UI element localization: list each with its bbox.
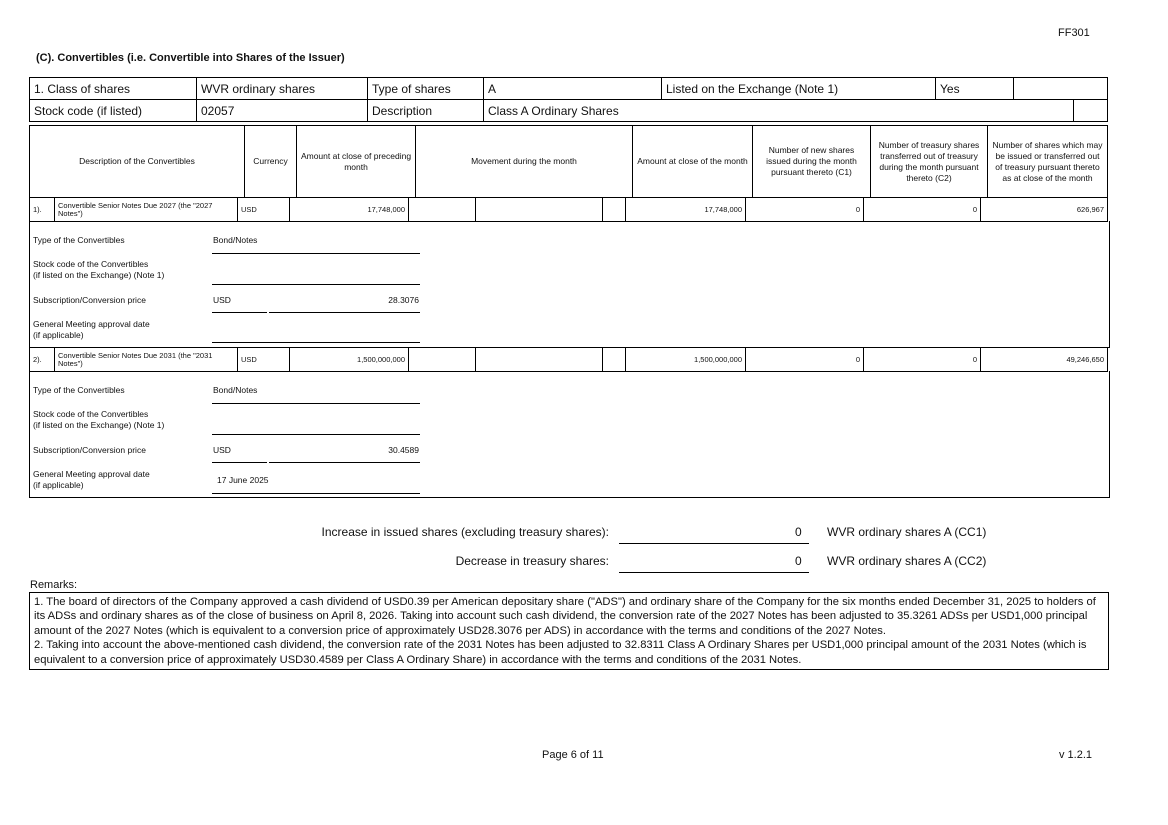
gm-label-2: (if applicable) bbox=[33, 330, 84, 340]
decrease-value: 0 bbox=[795, 554, 802, 568]
listed-label: Listed on the Exchange (Note 1) bbox=[662, 78, 936, 100]
convertible-details-2 bbox=[29, 371, 1110, 498]
version: v 1.2.1 bbox=[1059, 749, 1093, 761]
col-description: Description of the Convertibles bbox=[30, 126, 245, 198]
movement-cell-c bbox=[603, 348, 626, 372]
price-value: 28.3076 bbox=[388, 295, 419, 305]
increase-label: Increase in issued shares (excluding treasury shares): bbox=[321, 525, 609, 539]
col-currency: Currency bbox=[245, 126, 297, 198]
decrease-label: Decrease in treasury shares: bbox=[455, 554, 609, 568]
stock-code-value: 02057 bbox=[197, 100, 368, 122]
description-blank bbox=[1014, 100, 1108, 122]
stock-code-label-2: (if listed on the Exchange) (Note 1) bbox=[33, 270, 165, 280]
price-currency: USD bbox=[213, 445, 231, 455]
price-value: 30.4589 bbox=[388, 445, 419, 455]
listed-blank bbox=[1014, 78, 1108, 100]
shares-issuable-cell: 626,967 bbox=[981, 198, 1108, 222]
amount-close-cell: 1,500,000,000 bbox=[626, 348, 746, 372]
type-underline bbox=[212, 253, 420, 254]
stock-code-label-1: Stock code of the Convertibles bbox=[33, 259, 149, 269]
convertible-name: Convertible Senior Notes Due 2031 (the "2031 Notes") bbox=[55, 348, 238, 372]
decrease-underline bbox=[619, 572, 809, 573]
decrease-unit: WVR ordinary shares A (CC2) bbox=[827, 554, 987, 568]
movement-cell-a bbox=[409, 348, 476, 372]
price-value-underline bbox=[269, 462, 420, 463]
type-value: Bond/Notes bbox=[213, 385, 258, 395]
price-label: Subscription/Conversion price bbox=[33, 295, 146, 305]
gm-underline bbox=[212, 493, 420, 494]
treasury-shares-cell: 0 bbox=[864, 198, 981, 222]
type-value: Bond/Notes bbox=[213, 235, 258, 245]
price-currency: USD bbox=[213, 295, 231, 305]
description-label: Description bbox=[368, 100, 484, 122]
gm-label-1: General Meeting approval date bbox=[33, 469, 150, 479]
gm-underline bbox=[212, 342, 420, 343]
convertible-name: Convertible Senior Notes Due 2027 (the "2027 Notes") bbox=[55, 198, 238, 222]
col-amount-preceding: Amount at close of preceding month bbox=[297, 126, 416, 198]
amount-preceding-cell: 1,500,000,000 bbox=[290, 348, 409, 372]
price-currency-underline bbox=[212, 462, 267, 463]
increase-value: 0 bbox=[795, 525, 802, 539]
stock-code-label-1: Stock code of the Convertibles bbox=[33, 409, 149, 419]
remark-1: 1. The board of directors of the Company approved a cash dividend of USD0.39 per American depositary share ("ADS") and ordinary share of the Company for the six months ended December 31, 2025 to holders of its ADSs and ordinary shares as of the close of business on April 8, 2026. Taking into account such cash dividend, the conversion rate of the 2027 Notes has been adjusted to 35.3261 ADSs per USD1,000 principal amount of the 2027 Notes (which is equivalent to a conversion price of approximately USD28.3076 per ADS) in accordance with the terms and conditions of the 2027 Notes. bbox=[34, 596, 1096, 637]
row-number: 1). bbox=[30, 198, 55, 222]
movement-cell-b bbox=[476, 198, 603, 222]
col-shares-issuable: Number of shares which may be issued or transferred out of treasury pursuant thereto as at close of the month bbox=[988, 126, 1108, 198]
form-code: FF301 bbox=[1058, 27, 1090, 39]
convertible-details-1 bbox=[29, 221, 1110, 348]
col-new-shares: Number of new shares issued during the month pursuant thereto (C1) bbox=[753, 126, 871, 198]
description-value: Class A Ordinary Shares bbox=[484, 100, 1014, 122]
gm-date: 17 June 2025 bbox=[217, 475, 269, 485]
stock-code-underline bbox=[212, 434, 420, 435]
shares-issuable-cell: 49,246,650 bbox=[981, 348, 1108, 372]
listed-value: Yes bbox=[936, 78, 1014, 100]
amount-close-cell: 17,748,000 bbox=[626, 198, 746, 222]
currency-cell: USD bbox=[238, 348, 290, 372]
class-of-shares-value: WVR ordinary shares bbox=[197, 78, 368, 100]
page-number: Page 6 of 11 bbox=[542, 749, 604, 761]
remarks-label: Remarks: bbox=[30, 579, 78, 591]
amount-preceding-cell: 17,748,000 bbox=[290, 198, 409, 222]
price-value-underline bbox=[269, 312, 420, 313]
stock-code-underline bbox=[212, 284, 420, 285]
new-shares-cell: 0 bbox=[746, 198, 864, 222]
price-label: Subscription/Conversion price bbox=[33, 445, 146, 455]
section-title: (C). Convertibles (i.e. Convertible into Shares of the Issuer) bbox=[36, 52, 345, 64]
stock-code-label-2: (if listed on the Exchange) (Note 1) bbox=[33, 420, 165, 430]
increase-unit: WVR ordinary shares A (CC1) bbox=[827, 525, 987, 539]
gm-label-1: General Meeting approval date bbox=[33, 319, 150, 329]
stock-code-label: Stock code (if listed) bbox=[30, 100, 197, 122]
type-of-shares-value: A bbox=[484, 78, 662, 100]
gm-label-2: (if applicable) bbox=[33, 480, 84, 490]
treasury-shares-cell: 0 bbox=[864, 348, 981, 372]
movement-cell-b bbox=[476, 348, 603, 372]
row-number: 2). bbox=[30, 348, 55, 372]
class-of-shares-label: 1. Class of shares bbox=[30, 78, 197, 100]
col-amount-close: Amount at close of the month bbox=[633, 126, 753, 198]
remark-2: 2. Taking into account the above-mentioned cash dividend, the conversion rate of the 2031 Notes has been adjusted to 32.8311 Class A Ordinary Shares per USD1,000 principal amount of the 2031 Notes (which is equivalent to a conversion price of approximately USD30.4589 per Class A Ordinary Share) in accordance with the terms and conditions of the 2031 Notes. bbox=[34, 639, 1087, 666]
movement-cell-c bbox=[603, 198, 626, 222]
increase-underline bbox=[619, 543, 809, 544]
col-movement: Movement during the month bbox=[416, 126, 633, 198]
convertible-row-2 bbox=[29, 347, 1108, 372]
currency-cell: USD bbox=[238, 198, 290, 222]
convertibles-table bbox=[29, 125, 1108, 198]
convertible-row-1 bbox=[29, 197, 1108, 222]
price-currency-underline bbox=[212, 312, 267, 313]
share-class-header bbox=[29, 77, 1108, 122]
type-underline bbox=[212, 403, 420, 404]
remarks-box bbox=[29, 592, 1109, 670]
type-of-shares-label: Type of shares bbox=[368, 78, 484, 100]
type-label: Type of the Convertibles bbox=[33, 235, 125, 245]
new-shares-cell: 0 bbox=[746, 348, 864, 372]
column-headers bbox=[30, 126, 1108, 198]
type-label: Type of the Convertibles bbox=[33, 385, 125, 395]
col-treasury-shares: Number of treasury shares transferred out of treasury during the month pursuant thereto (C2) bbox=[871, 126, 988, 198]
movement-cell-a bbox=[409, 198, 476, 222]
